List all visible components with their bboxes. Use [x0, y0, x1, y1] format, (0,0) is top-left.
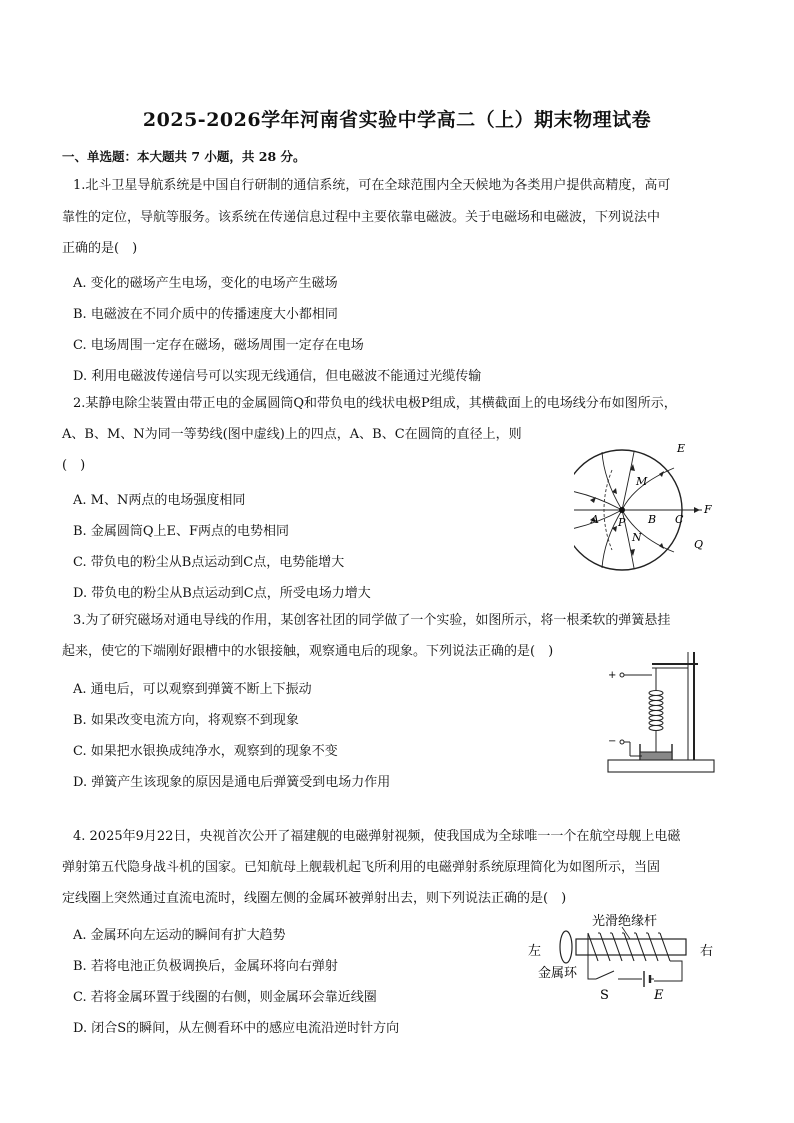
- question-1-line-3: 正确的是( ): [62, 241, 138, 256]
- question-3-option-d: D. 弹簧产生该现象的原因是通电后弹簧受到电场力作用: [73, 775, 391, 790]
- question-4-line-3: 定线圈上突然通过直流电流时，线圈左侧的金属环被弹射出去，则下列说法正确的是( ): [62, 891, 567, 906]
- question-2-option-c: C. 带负电的粉尘从B点运动到C点，电势能增大: [73, 555, 345, 570]
- label-e: E: [677, 442, 686, 455]
- field-line: [622, 452, 634, 510]
- question-2-line-3: ( ): [62, 458, 86, 473]
- mercury-trough: [640, 752, 672, 760]
- question-4-option-c: C. 若将金属环置于线圈的右侧，则金属环会靠近线圈: [73, 990, 377, 1005]
- electric-field-figure: [574, 440, 724, 575]
- metal-ring: [560, 931, 572, 963]
- question-3-option-a: A. 通电后，可以观察到弹簧不断上下振动: [73, 682, 312, 697]
- question-3-option-b: B. 如果改变电流方向，将观察不到现象: [73, 713, 299, 728]
- question-1-option-c: C. 电场周围一定存在磁场，磁场周围一定存在电场: [73, 338, 364, 353]
- label-e: E: [654, 988, 664, 1003]
- label-q: Q: [694, 538, 704, 551]
- label-a: A: [591, 513, 599, 526]
- question-4-line-1: 4. 2025年9月22日，央视首次公开了福建舰的电磁弹射视频，使我国成为全球唯一一个在航空母舰上电磁: [73, 829, 681, 844]
- question-1-option-a: A. 变化的磁场产生电场，变化的电场产生磁场: [73, 276, 338, 291]
- launcher-figure: [522, 913, 722, 1023]
- label-b: B: [648, 513, 657, 526]
- question-3-line-2: 起来，使它的下端刚好跟槽中的水银接触，观察通电后的现象。下列说法正确的是( ): [62, 644, 554, 659]
- minus-terminal: −: [608, 736, 617, 747]
- label-s: S: [600, 988, 609, 1003]
- spring-coil: [649, 691, 663, 731]
- label-c: C: [675, 513, 684, 526]
- question-2-option-b: B. 金属圆筒Q上E、F两点的电势相同: [73, 524, 289, 539]
- spring-figure: [606, 648, 718, 776]
- plus-terminal: +: [608, 670, 617, 681]
- base-plate: [608, 760, 714, 772]
- label-n: N: [632, 531, 642, 544]
- switch-s: [596, 971, 614, 979]
- question-4-option-d: D. 闭合S的瞬间，从左侧看环中的感应电流沿逆时针方向: [73, 1021, 400, 1036]
- question-2-option-d: D. 带负电的粉尘从B点运动到C点，所受电场力增大: [73, 586, 371, 601]
- question-3-option-c: C. 如果把水银换成纯净水，观察到的现象不变: [73, 744, 338, 759]
- section-heading: 一、单选题：本大题共 7 小题，共 28 分。: [62, 149, 306, 164]
- page-title: 2025-2026学年河南省实验中学高二（上）期末物理试卷: [142, 109, 652, 131]
- question-2-line-1: 2.某静电除尘装置由带正电的金属圆筒Q和带负电的线状电极P组成，其横截面上的电场线分布如图所示，: [73, 396, 677, 411]
- label-right: 右: [700, 944, 714, 959]
- question-1-line-1: 1.北斗卫星导航系统是中国自行研制的通信系统，可在全球范围内全天候地为各类用户提供高精度，高可: [73, 178, 671, 193]
- label-p: P: [618, 516, 626, 529]
- question-4-line-2: 弹射第五代隐身战斗机的国家。已知航母上舰载机起飞所利用的电磁弹射系统原理简化为如图所示，当固: [62, 860, 661, 875]
- question-2-option-a: A. M、N两点的电场强度相同: [73, 493, 246, 508]
- question-2-line-2: A、B、M、N为同一等势线(图中虚线)上的四点，A、B、C在圆筒的直径上，则: [62, 427, 522, 442]
- question-1-option-d: D. 利用电磁波传递信号可以实现无线通信，但电磁波不能通过光缆传输: [73, 369, 482, 384]
- question-3-line-1: 3.为了研究磁场对通电导线的作用，某创客社团的同学做了一个实验，如图所示，将一根柔软的弹簧悬挂: [73, 613, 671, 628]
- question-4-option-a: A. 金属环向左运动的瞬间有扩大趋势: [73, 928, 286, 943]
- question-1-line-2: 靠性的定位，导航等服务。该系统在传递信息过程中主要依靠电磁波。关于电磁场和电磁波，下列说法中: [62, 210, 661, 225]
- label-m: M: [636, 475, 648, 488]
- field-line: [602, 452, 622, 510]
- label-ring: 金属环: [538, 966, 578, 981]
- question-1-option-b: B. 电磁波在不同介质中的传播速度大小都相同: [73, 307, 338, 322]
- label-f: F: [704, 503, 712, 516]
- question-4-option-b: B. 若将电池正负极调换后，金属环将向右弹射: [73, 959, 338, 974]
- electrode-p: [619, 507, 625, 513]
- label-left: 左: [528, 944, 542, 959]
- label-rod: 光滑绝缘杆: [592, 914, 658, 929]
